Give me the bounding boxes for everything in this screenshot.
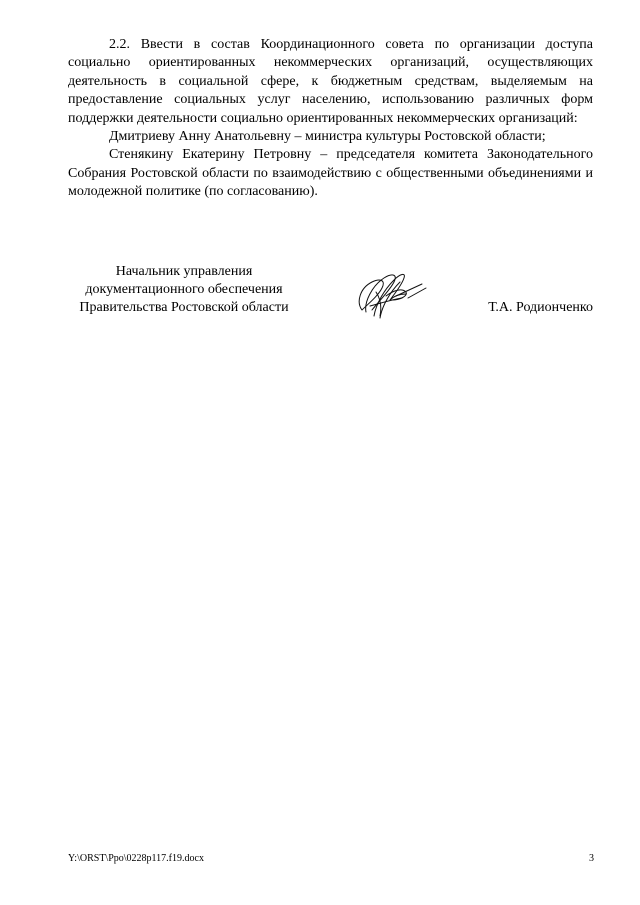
signatory-title-line: Начальник управления (115, 264, 253, 279)
signature-block (68, 263, 593, 323)
signatory-name: Т.А. Родионченко (488, 300, 593, 315)
signatory-title (68, 263, 300, 317)
handwritten-signature (350, 266, 430, 322)
signatory-title-line: Правительства Ростовской области (79, 300, 289, 315)
document-body (68, 36, 593, 202)
page-number: 3 (589, 853, 594, 864)
paragraph-member-2: Стенякину Екатерину Петровну – председателя комитета Законодательного Собрания Ростовской области по взаимодействию с общественными объединениями и молодежной политике (по согласованию). (68, 147, 593, 200)
paragraph-2-2: 2.2. Ввести в состав Координационного совета по организации доступа социально ориентированных некоммерческих организаций, осуществляющих деятельность в социальной сфере, к бюджетным средствам, выделяемым на предоставление социальных услуг населению, использованию различных форм поддержки деятельности социально ориентированных некоммерческих организаций: (68, 37, 593, 126)
signatory-title-line: документационного обеспечения (85, 282, 283, 297)
paragraph-member-1: Дмитриеву Анну Анатольевну – министра культуры Ростовской области; (109, 129, 546, 145)
footer-file-path: Y:\ORST\Ppo\0228p117.f19.docx (68, 853, 204, 864)
